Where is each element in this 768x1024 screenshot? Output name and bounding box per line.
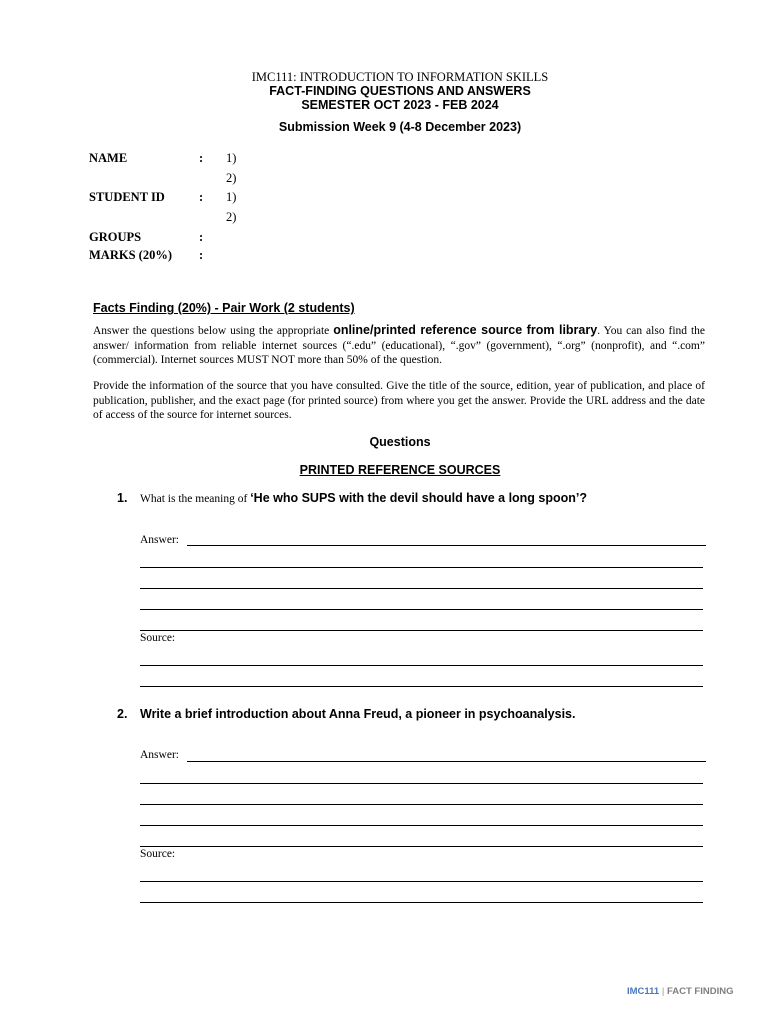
question-2-answer-label: Answer: — [140, 749, 179, 761]
question-1-answer-line[interactable] — [140, 567, 703, 568]
question-2-number: 2. — [117, 707, 128, 721]
question-1-answer-line[interactable] — [140, 609, 703, 610]
page-footer — [627, 986, 733, 997]
question-1-answer-label: Answer: — [140, 534, 179, 546]
question-1-source-line[interactable] — [140, 665, 703, 666]
name-label: NAME — [89, 151, 128, 165]
footer-separator: | — [661, 986, 665, 997]
footer-course-code: IMC111 — [627, 986, 660, 997]
section-heading: Facts Finding (20%) - Pair Work (2 students) — [93, 301, 355, 315]
question-1-number: 1. — [117, 491, 128, 505]
instructions-paragraph-1 — [93, 323, 705, 368]
groups-label: GROUPS — [89, 230, 142, 244]
question-2-answer-line[interactable] — [187, 761, 706, 762]
question-2-source-label: Source: — [140, 848, 176, 860]
marks-label: MARKS (20%) — [89, 248, 172, 262]
footer-label: FACT FINDING — [666, 986, 734, 997]
question-2-source-line[interactable] — [140, 881, 703, 882]
instructions-text: Answer the questions below using the appropriate — [93, 325, 334, 337]
questions-heading: Questions — [369, 435, 431, 449]
student-id-label: STUDENT ID — [89, 190, 165, 204]
question-1-answer-line[interactable] — [187, 545, 706, 546]
question-1-answer-line[interactable] — [140, 588, 703, 589]
instructions-paragraph-2: Provide the information of the source that you have consulted. Give the title of the source, edition, year of publication, and place of publication, publisher, and the exact page (for printed source) from where you get the answer. Provide the URL address and the date of access of the source for internet sources. — [93, 380, 705, 421]
question-1-proverb: ‘He who SUPS with the devil should have a long spoon’? — [250, 491, 588, 505]
question-1-lead: What is the meaning of — [140, 493, 251, 505]
instructions-emphasis: online/printed reference source from library — [333, 323, 598, 337]
marks-colon: : — [199, 248, 204, 262]
question-2-answer-line[interactable] — [140, 825, 703, 826]
student-id-colon: : — [199, 190, 204, 204]
submission-week: Submission Week 9 (4-8 December 2023) — [278, 120, 522, 134]
name-colon: : — [199, 151, 204, 165]
course-title: IMC111: INTRODUCTION TO INFORMATION SKILLS — [251, 70, 549, 84]
semester-title: SEMESTER OCT 2023 - FEB 2024 — [301, 98, 499, 112]
question-2-answer-line[interactable] — [140, 804, 703, 805]
question-1-source-label: Source: — [140, 632, 176, 644]
question-1-answer-line[interactable] — [140, 630, 703, 631]
name-entry-2: 2) — [226, 171, 237, 185]
question-1-source-line[interactable] — [140, 686, 703, 687]
printed-sources-heading: PRINTED REFERENCE SOURCES — [299, 463, 501, 477]
instructions-text-cont: . You can also find the answer/ information from reliable internet sources (“.edu” (educational), “.gov” (government), “.org” (nonprofit), and “.com” (commercial). Internet sources MUST NOT more than 50% of the question. — [93, 325, 705, 366]
question-2-answer-line[interactable] — [140, 846, 703, 847]
student-id-entry-1: 1) — [226, 190, 237, 204]
name-entry-1: 1) — [226, 151, 237, 165]
question-2-answer-line[interactable] — [140, 783, 703, 784]
question-2-text: Write a brief introduction about Anna Freud, a pioneer in psychoanalysis. — [140, 707, 576, 721]
groups-colon: : — [199, 230, 204, 244]
question-1-text — [140, 491, 587, 506]
student-id-entry-2: 2) — [226, 210, 237, 224]
question-2-source-line[interactable] — [140, 902, 703, 903]
document-title: FACT-FINDING QUESTIONS AND ANSWERS — [269, 84, 531, 98]
